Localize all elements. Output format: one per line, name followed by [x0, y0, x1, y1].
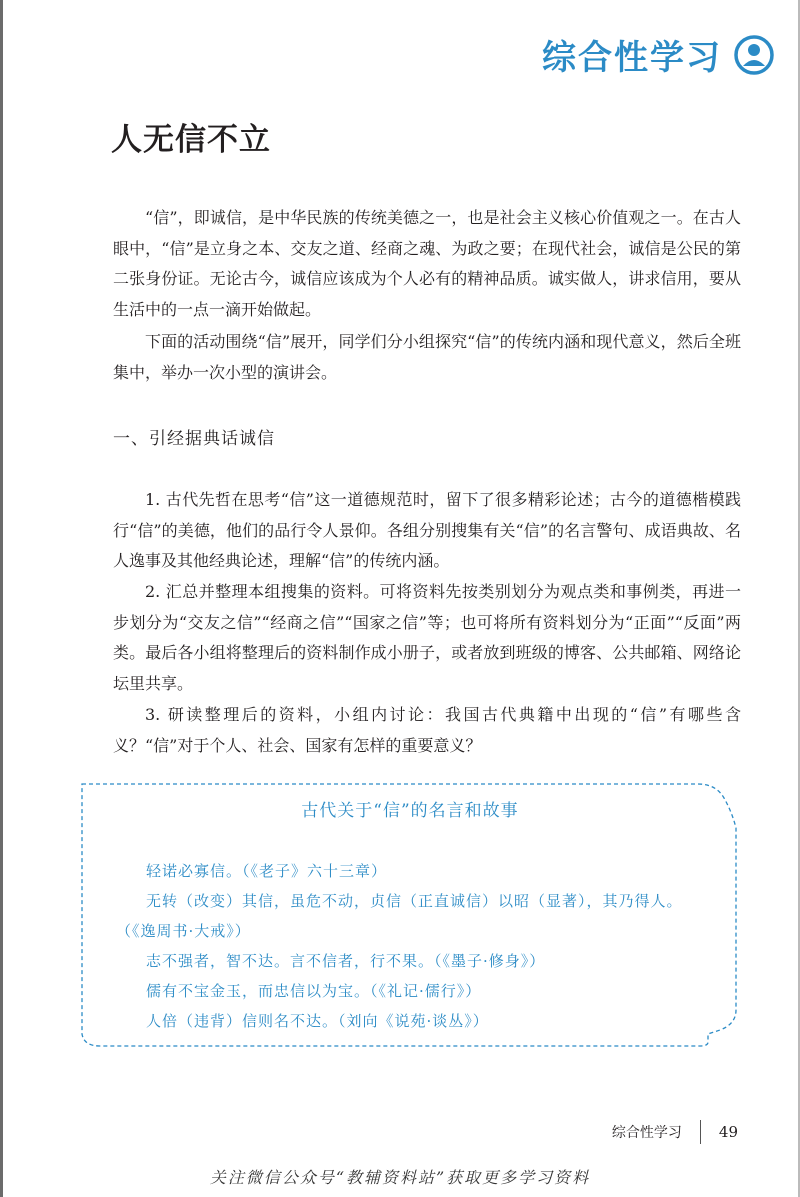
page-title: 人无信不立 — [111, 122, 271, 158]
quote-item: 无转（改变）其信，虽危不动，贞信（正直诚信）以昭（显著），其乃得人。（《逸周书·大戒》） — [116, 892, 683, 940]
quote-box-title: 古代关于“信”的名言和故事 — [301, 801, 519, 821]
quote-item: 轻诺必寡信。（《老子》六十三章） — [146, 862, 388, 880]
page-number: 49 — [718, 1123, 738, 1141]
activity-item-2: 2. 汇总并整理本组搜集的资料。可将资料先按类别划分为观点类和事例类，再进一步划分为“交友之信”“经商之信”“国家之信”等；也可将所有资料划分为“正面”“反面”两类。最后各小组将整理后的资料制作成小册子，或者放到班级的博客、公共邮箱、网络论坛里共享。 — [113, 582, 741, 693]
activity-item-3: 3. 研读整理后的资料，小组内讨论：我国古代典籍中出现的“信”有哪些含义？“信”对于个人、社会、国家有怎样的重要意义？ — [113, 705, 741, 755]
activity-item-1: 1. 古代先哲在思考“信”这一道德规范时，留下了很多精彩论述；古今的道德楷模践行“信”的美德，他们的品行令人景仰。各组分别搜集有关“信”的名言警句、成语典故、名人逸事及其他经典论述，理解“信”的传统内涵。 — [113, 490, 741, 570]
section-badge — [542, 30, 774, 79]
intro-paragraph-1: “信”，即诚信，是中华民族的传统美德之一，也是社会主义核心价值观之一。在古人眼中，“信”是立身之本、交友之道、经商之魂、为政之要；在现代社会，诚信是公民的第二张身份证。无论古今，诚信应该成为个人必有的精神品质。诚实做人，讲求信用，要从生活中的一点一滴开始做起。 — [113, 208, 741, 319]
section-badge-label: 综合性学习 — [542, 38, 722, 78]
quote-list — [116, 856, 714, 1036]
section-heading: 一、引经据典话诚信 — [113, 429, 275, 449]
quote-box — [80, 778, 740, 1048]
quote-item: 人倍（违背）信则名不达。（刘向《说苑·谈丛》） — [146, 1012, 489, 1030]
page-footer — [612, 1120, 738, 1144]
person-icon — [734, 35, 774, 75]
intro-paragraph-2: 下面的活动围绕“信”展开，同学们分小组探究“信”的传统内涵和现代意义，然后全班集中，举办一次小型的演讲会。 — [113, 332, 741, 382]
quote-item: 志不强者，智不达。言不信者，行不果。（《墨子·修身》） — [146, 952, 546, 970]
page-left-border — [0, 0, 3, 1197]
footer-section-label: 综合性学习 — [611, 1125, 682, 1141]
quote-item: 儒有不宝金玉，而忠信以为宝。（《礼记·儒行》） — [146, 982, 482, 1000]
watermark-text: 关注微信公众号“教辅资料站”获取更多学习资料 — [209, 1168, 591, 1187]
footer-divider — [700, 1120, 701, 1144]
